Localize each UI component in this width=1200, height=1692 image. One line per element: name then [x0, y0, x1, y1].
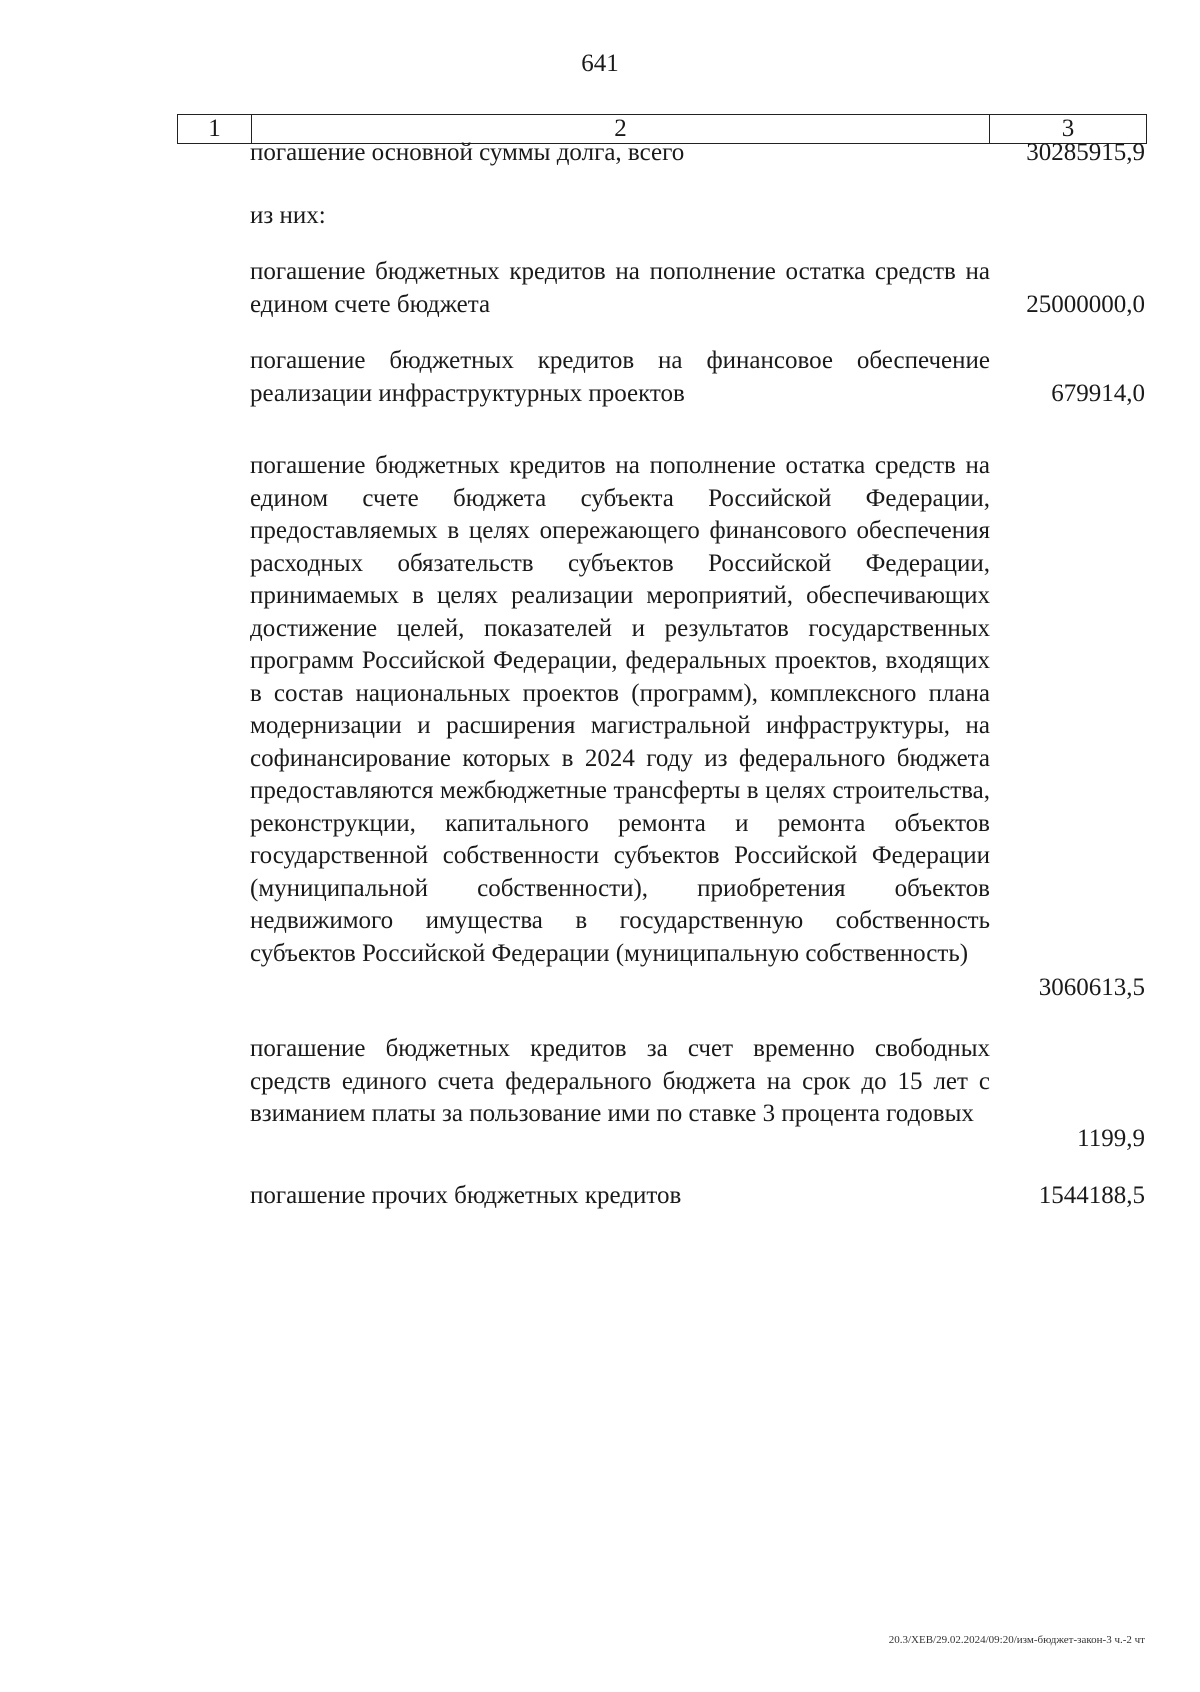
row-description: погашение бюджетных кредитов на финансовое обеспечение реализации инфраструктурных проектов [250, 347, 990, 407]
document-footer-code: 20.3/ХЕВ/29.02.2024/09:20/изм-бюджет-закон-3 ч.-2 чт [888, 1634, 1145, 1646]
row-description: погашение основной суммы долга, всего [250, 139, 685, 166]
row-amount: 30285915,9 [1026, 139, 1145, 166]
table-row-total [250, 137, 1145, 170]
table-row [250, 1180, 1145, 1213]
column-3-header: 3 [1061, 115, 1075, 142]
row-amount: 3060613,5 [1038, 974, 1145, 1001]
row-amount: 1199,9 [1077, 1125, 1145, 1152]
row-description: погашение бюджетных кредитов на пополнение остатка средств на едином счете бюджета [250, 258, 990, 318]
column-2-header: 2 [252, 115, 990, 143]
row-description: погашение бюджетных кредитов на пополнение остатка средств на едином счете бюджета субъекта Российской Федерации, предоставляемых в целях опережающего финансового обеспечения расходных обязательств субъектов Российской Федерации, принимаемых в целях реализации мероприятий, обеспечивающих достижение целей, показателей и результатов государственных программ Российской Федерации, федеральных проектов, входящих в состав национальных проектов (программ), комплексного плана модернизации и расширения магистральной инфраструктуры, на софинансирование которых в 2024 году из федерального бюджета предоставляются межбюджетные трансферты в целях строительства, реконструкции, капитального ремонта и ремонта объектов государственной собственности субъектов Российской Федерации (муниципальной собственности), приобретения объектов недвижимого имущества в государственную собственность субъектов Российской Федерации (муниципальную собственность) [250, 452, 990, 967]
table-row [250, 450, 1145, 1001]
table-row [250, 345, 1145, 410]
row-description: погашение прочих бюджетных кредитов [250, 1182, 682, 1209]
table-row [250, 1033, 1145, 1152]
row-amount: 25000000,0 [1026, 290, 1145, 318]
row-amount: 1544188,5 [1038, 1182, 1145, 1209]
table-row [250, 256, 1145, 321]
row-description: из них: [250, 202, 326, 229]
page-number: 641 [581, 50, 619, 77]
column-1-header: 1 [178, 115, 252, 143]
row-description: погашение бюджетных кредитов за счет временно свободных средств единого счета федерального бюджета на срок до 15 лет с взиманием платы за пользование ими по ставке 3 процента годовых [250, 1035, 990, 1127]
row-amount: 679914,0 [1051, 379, 1145, 407]
table-row-of-which [250, 200, 1145, 233]
